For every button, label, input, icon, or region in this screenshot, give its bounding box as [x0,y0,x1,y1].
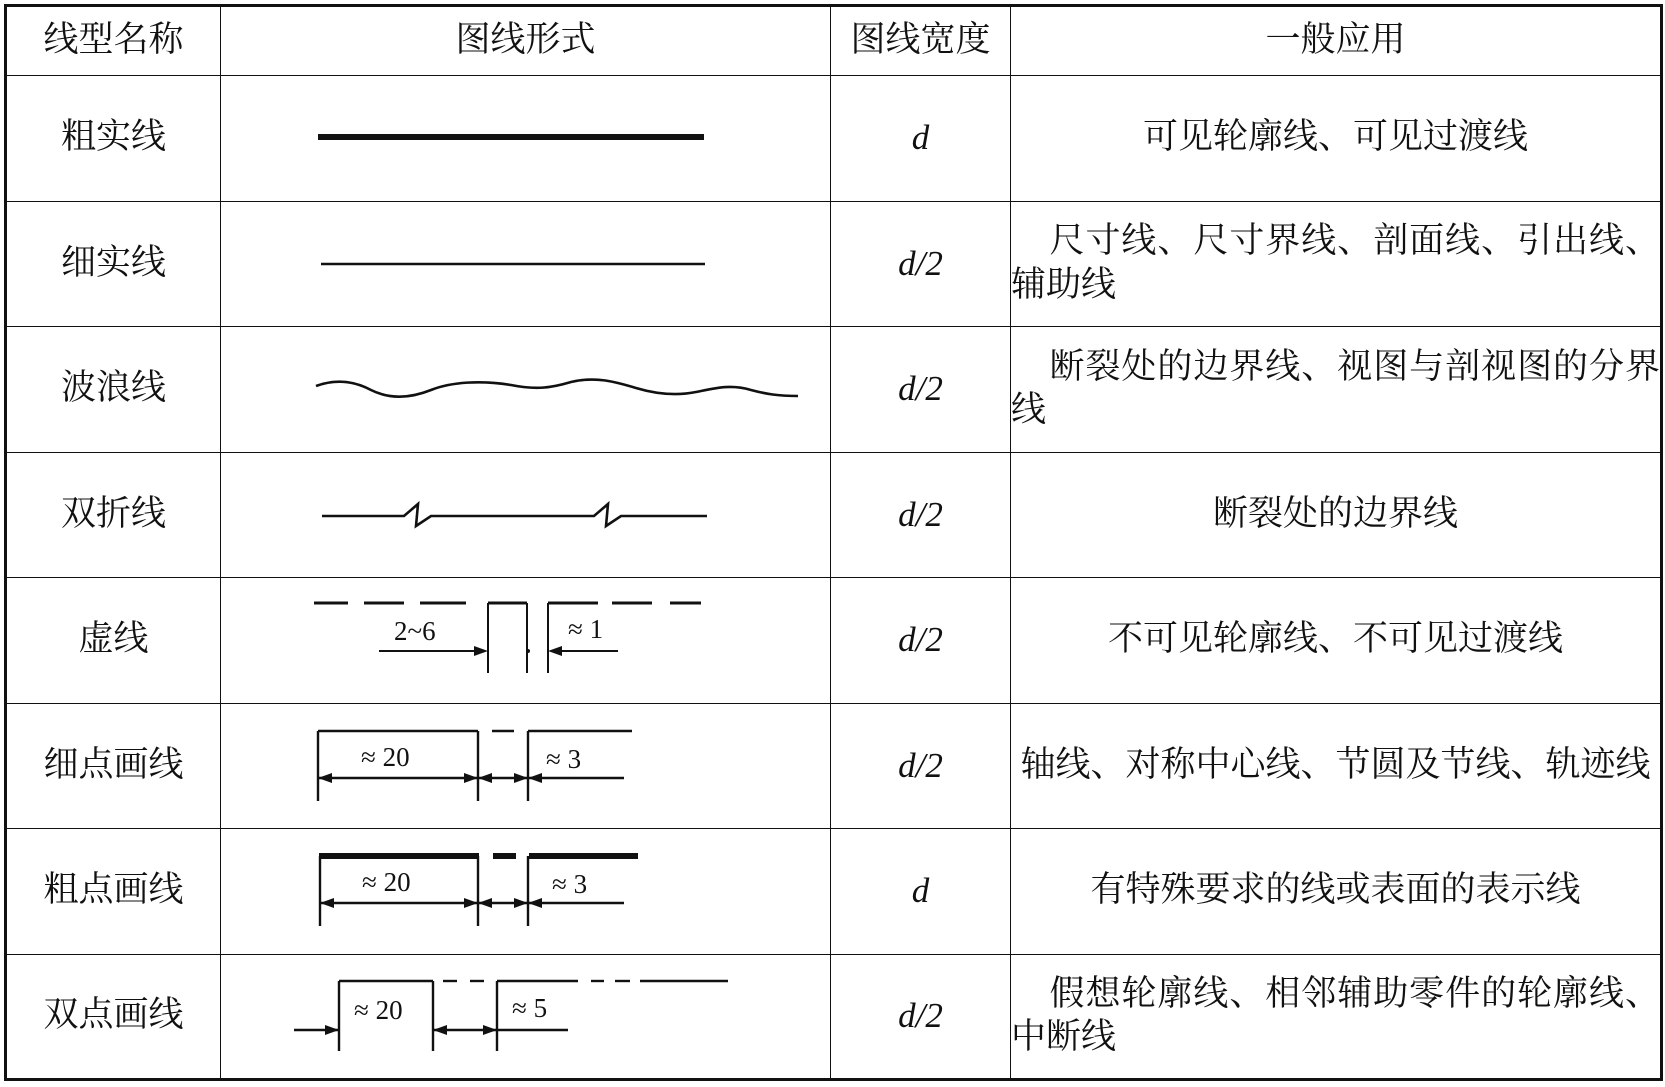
table-row [6,703,1662,829]
header-application: 一般应用 [1011,6,1662,76]
table-row [6,452,1662,578]
dash-length-label: 2~6 [393,616,436,647]
line-name-cell: 细点画线 [6,703,221,829]
application-cell [1011,954,1662,1080]
line-form-cell [221,578,831,704]
line-name-cell: 虚线 [6,578,221,704]
line-width-cell: d/2 [831,201,1011,327]
line-width-cell: d/2 [831,954,1011,1080]
line-form-cell [221,201,831,327]
application-cell: 不可见轮廓线、不可见过渡线 [1011,578,1662,704]
line-name-cell: 细实线 [6,201,221,327]
header-line-width: 图线宽度 [831,6,1011,76]
line-form-cell [221,829,831,955]
table-row [6,201,1662,327]
header-line-name: 线型名称 [6,6,221,76]
line-form-cell [221,327,831,453]
line-form-cell [221,76,831,202]
thick-chain-line-symbol [226,832,826,950]
application-cell [1011,327,1662,453]
line-name-cell: 粗点画线 [6,829,221,955]
double-dot-chain-line-symbol [226,957,826,1075]
thin-solid-line-symbol [226,205,826,323]
long-dash-label: ≈ 20 [360,741,410,772]
thick-solid-line-symbol [226,79,826,197]
line-width-cell: d/2 [831,703,1011,829]
line-form-cell [221,452,831,578]
table-row [6,829,1662,955]
application-cell [1011,201,1662,327]
line-name-cell: 波浪线 [6,327,221,453]
line-form-cell [221,954,831,1080]
line-width-cell: d [831,829,1011,955]
dash-gap-label: ≈ 1 [567,614,603,645]
line-width-cell: d [831,76,1011,202]
gap-label: ≈ 5 [511,993,547,1024]
header-line-form: 图线形式 [221,6,831,76]
table-row [6,578,1662,704]
line-form-cell [221,703,831,829]
line-name-cell: 双点画线 [6,954,221,1080]
line-name-cell: 粗实线 [6,76,221,202]
table-header-row [6,6,1662,76]
table-row [6,76,1662,202]
gap-label: ≈ 3 [551,869,587,900]
application-text: 尺寸线、尺寸界线、剖面线、引出线、辅助线 [1011,221,1660,305]
line-width-cell: d/2 [831,452,1011,578]
table-row [6,327,1662,453]
double-zigzag-line-symbol [226,456,826,574]
table-row [6,954,1662,1080]
application-text: 断裂处的边界线、视图与剖视图的分界线 [1011,346,1660,431]
application-cell: 轴线、对称中心线、节圆及节线、轨迹线 [1011,703,1662,829]
dashed-line-symbol [226,581,826,699]
line-width-cell: d/2 [831,327,1011,453]
wavy-line-symbol [226,330,826,448]
application-cell: 断裂处的边界线 [1011,452,1662,578]
application-cell: 有特殊要求的线或表面的表示线 [1011,829,1662,955]
gap-label: ≈ 3 [545,743,581,774]
application-cell: 可见轮廓线、可见过渡线 [1011,76,1662,202]
application-text: 假想轮廓线、相邻辅助零件的轮廓线、中断线 [1011,973,1660,1058]
thin-chain-line-symbol [226,707,826,825]
line-name-cell: 双折线 [6,452,221,578]
line-width-cell: d/2 [831,578,1011,704]
long-dash-label: ≈ 20 [361,867,411,898]
line-type-table [4,4,1663,1081]
long-dash-label: ≈ 20 [353,995,403,1026]
